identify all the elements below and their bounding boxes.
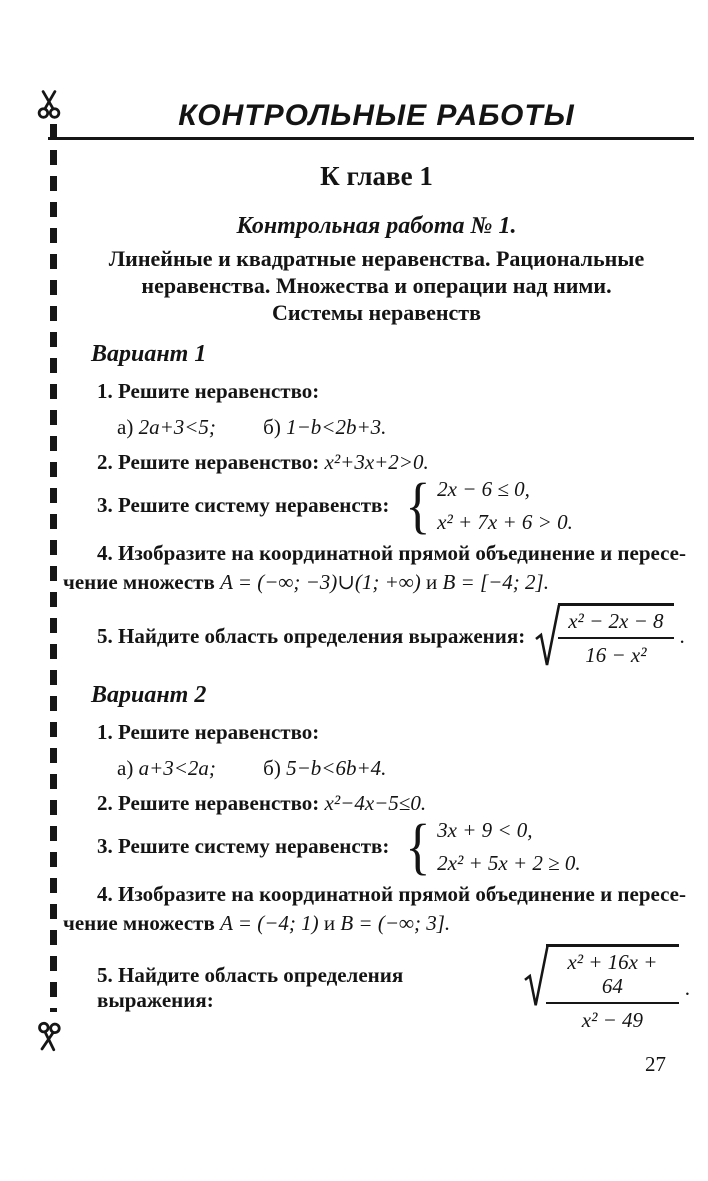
v1-problem-1 [63, 379, 690, 403]
problem-text: 1. Решите неравенство: [97, 379, 320, 403]
sentence-period: . [684, 975, 690, 1000]
item-b-label: б) [263, 415, 281, 439]
system-line-2: x² + 7x + 6 > 0. [437, 510, 573, 534]
problem-text: 5. Найдите область определения выражения: [97, 623, 526, 648]
v2-problem-4 [63, 880, 690, 938]
v2-problem-3 [63, 812, 690, 881]
system-line-1: 3x + 9 < 0, [437, 818, 533, 842]
variant-1-title: Вариант 1 [91, 341, 207, 367]
variant-2-title: Вариант 2 [91, 682, 207, 708]
line-2-label: чение множеств [63, 911, 215, 935]
system-line-2: 2x² + 5x + 2 ≥ 0. [437, 851, 581, 875]
scissors-top-icon [36, 90, 62, 125]
problem-text: 5. Найдите область определения выражения: [97, 963, 404, 1012]
subtitle-line: неравенства. Множества и операции над ними. [141, 273, 612, 298]
system-line-1: 2x − 6 ≤ 0, [437, 477, 530, 501]
system-lines [437, 817, 581, 876]
v1-problem-5 [63, 603, 690, 669]
fraction-numerator: x² − 2x − 8 [558, 606, 673, 639]
variant-2-section [63, 683, 690, 1032]
page-number: 27 [645, 1052, 666, 1076]
problem-formula: x²+3x+2>0. [324, 450, 429, 474]
problem-text: 2. Решите неравенство: [97, 450, 320, 474]
v2-problem-5 [63, 944, 690, 1032]
system-lines [437, 476, 573, 535]
fraction-denominator: x² − 49 [581, 1008, 644, 1032]
radical-expression [524, 944, 679, 1032]
system-brace: { [405, 812, 431, 881]
problem-text-line-1: 4. Изобразите на координатной прямой объединение и пересе- [97, 541, 686, 565]
subtitle-line: Линейные и квадратные неравенства. Рациональные [108, 246, 645, 271]
conjunction: и [425, 570, 438, 594]
v1-problem-3 [63, 471, 690, 540]
item-a-label: а) [117, 415, 134, 439]
problem-text-line-2 [63, 568, 690, 597]
problem-text: 3. Решите систему неравенств: [97, 493, 390, 517]
scissors-bottom-icon [35, 1015, 63, 1052]
conjunction: и [323, 911, 336, 935]
inequality-system [403, 812, 581, 881]
item-b-formula: 5−b<6b+4. [286, 756, 387, 780]
line-2-label: чение множеств [63, 570, 215, 594]
chapter-heading: К главе 1 [320, 161, 433, 191]
page-content [63, 142, 690, 1032]
item-a-label: а) [117, 756, 134, 780]
subtitle-line: Системы неравенств [271, 300, 481, 325]
fraction-numerator: x² + 16x + 64 [546, 947, 679, 1004]
work-subtitle [63, 245, 690, 326]
problem-text: 1. Решите неравенство: [97, 720, 320, 744]
variant-1-section [63, 342, 690, 669]
set-b-expression: B = [−4; 2]. [442, 570, 549, 594]
problem-text-line-1: 4. Изобразите на координатной прямой объединение и пересе- [97, 882, 686, 906]
fraction-denominator: 16 − x² [585, 643, 647, 667]
problem-text: 2. Решите неравенство: [97, 791, 320, 815]
work-title: Контрольная работа № 1. [236, 213, 517, 239]
sentence-period: . [679, 623, 685, 648]
v2-problem-1-items [63, 757, 690, 779]
item-a-formula: 2a+3<5; [138, 415, 216, 439]
problem-text-line-2 [63, 909, 690, 938]
system-brace: { [405, 471, 431, 540]
set-a-expression: A = (−4; 1) [220, 911, 319, 935]
item-b-formula: 1−b<2b+3. [286, 415, 387, 439]
inequality-system [403, 471, 573, 540]
item-a-formula: a+3<2a; [138, 756, 216, 780]
v2-problem-1 [63, 720, 690, 744]
item-b-label: б) [263, 756, 281, 780]
radical-fraction [546, 944, 679, 1032]
set-b-expression: B = (−∞; 3]. [340, 911, 451, 935]
v1-problem-1-items [63, 416, 690, 438]
problem-text: 3. Решите систему неравенств: [97, 834, 390, 858]
radical-expression [535, 603, 673, 669]
set-a-expression: A = (−∞; −3)∪(1; +∞) [220, 570, 421, 594]
radical-fraction [558, 603, 673, 667]
header-title: КОНТРОЛЬНЫЕ РАБОТЫ [178, 99, 575, 132]
header-rule [48, 137, 694, 140]
v2-problem-2 [63, 791, 690, 815]
cut-dashed-line [50, 124, 57, 1012]
v1-problem-2 [63, 450, 690, 474]
problem-formula: x²−4x−5≤0. [324, 791, 427, 815]
v1-problem-4 [63, 539, 690, 597]
